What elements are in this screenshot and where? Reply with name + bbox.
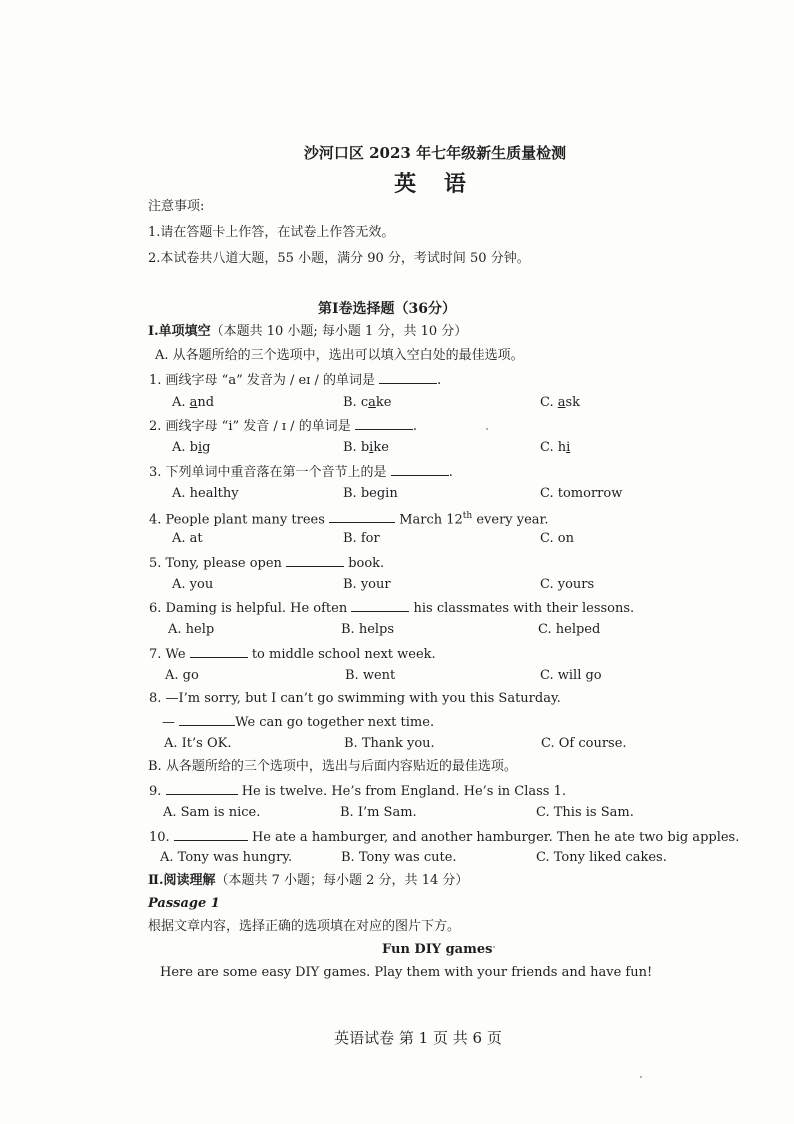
q7-tail: to middle school next week.	[251, 647, 436, 662]
question-1-stem	[149, 371, 441, 389]
q10-option-b: B. Tony was cute.	[341, 850, 457, 865]
q2-option-b	[343, 440, 389, 456]
q7-blank	[190, 645, 248, 658]
q3-option-b: B. begin	[343, 486, 398, 501]
section-I-heading	[148, 324, 467, 340]
q8-option-b: B. Thank you.	[344, 736, 435, 751]
section-I-title: Ⅰ.单项填空	[148, 324, 211, 339]
q7-option-c: C. will go	[540, 668, 602, 683]
scan-speck	[486, 428, 488, 430]
q4-option-c: C. on	[540, 531, 574, 546]
q3-blank	[391, 463, 449, 476]
instruction-b: B. 从各题所给的三个选项中，选出与后面内容贴近的最佳选项。	[148, 759, 517, 774]
opt-post: g	[202, 440, 211, 455]
question-4-stem	[149, 508, 548, 528]
q10-text: 10.	[149, 830, 170, 845]
q5-option-b: B. your	[343, 577, 391, 592]
q2-tail: .	[412, 419, 417, 434]
q1-tail: .	[437, 373, 442, 388]
q6-text: 6. Daming is helpful. He often	[149, 601, 348, 616]
opt-post: ke	[375, 395, 392, 410]
question-2-stem	[149, 417, 417, 435]
q4-sup: th	[462, 511, 473, 521]
q6-option-b: B. helps	[341, 622, 395, 637]
opt-letter: B.	[343, 395, 361, 410]
page-footer: 英语试卷 第 1 页 共 6 页	[334, 1029, 502, 1047]
question-10-stem	[149, 828, 739, 846]
notes-heading: 注意事项:	[148, 199, 205, 214]
q6-option-c: C. helped	[538, 622, 601, 637]
question-6-stem	[149, 599, 634, 617]
q8-tail: We can go together next time.	[235, 715, 435, 730]
q2-option-c	[540, 440, 570, 456]
q5-option-c: C. yours	[540, 577, 595, 592]
opt-underlined-letter: a	[189, 395, 198, 410]
q3-tail: .	[448, 465, 453, 480]
part1-heading: 第Ⅰ卷选择题（36分）	[318, 301, 457, 317]
q10-blank	[174, 828, 248, 841]
q9-text: 9.	[149, 784, 162, 799]
opt-underlined-letter: i	[566, 440, 571, 455]
q2-text: 2. 画线字母 “i” 发音 / ɪ / 的单词是	[149, 419, 351, 434]
q3-option-a: A. healthy	[172, 486, 239, 501]
opt-letter: B.	[343, 440, 361, 455]
q3-text: 3. 下列单词中重音落在第一个音节上的是	[149, 465, 387, 480]
question-8-line1: 8. —I’m sorry, but I can’t go swimming with you this Saturday.	[149, 691, 561, 706]
question-3-stem	[149, 463, 453, 481]
exam-title: 沙河口区 2023 年七年级新生质量检测	[303, 144, 567, 162]
q9-tail: He is twelve. He’s from England. He’s in Class 1.	[241, 784, 567, 799]
q9-option-b: B. I’m Sam.	[340, 805, 417, 820]
passage-instruction: 根据文章内容，选择正确的选项填在对应的图片下方。	[148, 919, 461, 934]
q10-option-a: A. Tony was hungry.	[160, 850, 293, 865]
passage-label: Passage 1	[148, 896, 220, 911]
section-I-detail: （本题共 10 小题; 每小题 1 分，共 10 分）	[210, 324, 468, 339]
q5-blank	[286, 554, 344, 567]
q5-text: 5. Tony, please open	[149, 556, 282, 571]
question-9-stem	[149, 782, 566, 800]
opt-pre: h	[557, 440, 567, 455]
note-item: 1.请在答题卡上作答，在试卷上作答无效。	[148, 225, 395, 240]
opt-pre: b	[189, 440, 198, 455]
opt-pre: c	[360, 395, 369, 410]
q3-option-c: C. tomorrow	[540, 486, 623, 501]
q2-blank	[355, 417, 413, 430]
opt-post: nd	[197, 395, 215, 410]
q4-text: 4. People plant many trees	[149, 512, 325, 528]
q1-blank	[379, 371, 437, 384]
q1-option-c	[540, 395, 580, 411]
question-8-line2	[162, 713, 434, 731]
instruction-a: A. 从各题所给的三个选项中，选出可以填入空白处的最佳选项。	[155, 348, 524, 363]
q10-tail: He ate a hamburger, and another hamburger. Then he ate two big apples.	[251, 830, 740, 845]
opt-underlined-letter: a	[368, 395, 376, 410]
q6-option-a: A. help	[168, 622, 215, 637]
q4-option-b: B. for	[343, 531, 380, 546]
passage-title: Fun DIY games	[382, 942, 493, 957]
q8-dash: —	[162, 715, 175, 730]
section-II-heading	[148, 873, 468, 889]
opt-underlined-letter: i	[197, 440, 203, 455]
scan-speck	[640, 1076, 642, 1078]
q7-text: 7. We	[149, 647, 186, 662]
passage-text: Here are some easy DIY games. Play them with your friends and have fun!	[160, 965, 653, 980]
opt-underlined-letter: a	[557, 395, 566, 410]
q9-blank	[166, 782, 238, 795]
opt-letter: A.	[172, 440, 190, 455]
question-7-stem	[149, 645, 436, 663]
q10-option-c: C. Tony liked cakes.	[536, 850, 667, 865]
q9-option-c: C. This is Sam.	[536, 805, 634, 820]
opt-pre: b	[360, 440, 370, 455]
subject-title: 英 语	[394, 171, 476, 197]
q8-blank	[179, 713, 235, 726]
q4-mid: March 12	[399, 512, 463, 528]
q1-text: 1. 画线字母 “a” 发音为 / eɪ / 的单词是	[149, 373, 375, 388]
q5-option-a: A. you	[172, 577, 214, 592]
q9-option-a: A. Sam is nice.	[163, 805, 261, 820]
q4-tail: every year.	[472, 512, 549, 528]
q6-blank	[351, 599, 409, 612]
section-II-detail: （本题共 7 小题；每小题 2 分，共 14 分）	[215, 873, 469, 888]
opt-post: ke	[373, 440, 389, 455]
opt-underlined-letter: i	[369, 440, 374, 455]
q8-option-c: C. Of course.	[541, 736, 627, 751]
q5-tail: book.	[348, 556, 385, 571]
q1-option-b	[343, 395, 391, 411]
q1-option-a	[172, 395, 214, 411]
q4-option-a: A. at	[172, 531, 203, 546]
question-5-stem	[149, 554, 384, 572]
opt-letter: C.	[540, 440, 558, 455]
section-II-title: Ⅱ.阅读理解	[148, 873, 216, 888]
q6-tail: his classmates with their lessons.	[413, 601, 635, 616]
q4-blank	[329, 510, 395, 523]
note-item: 2.本试卷共八道大题，55 小题，满分 90 分，考试时间 50 分钟。	[148, 251, 530, 266]
opt-letter: A.	[172, 395, 190, 410]
q7-option-b: B. went	[345, 668, 396, 683]
opt-letter: C.	[540, 395, 558, 410]
q2-option-a	[172, 440, 210, 456]
q8-option-a: A. It’s OK.	[164, 736, 232, 751]
scan-speck	[493, 946, 495, 948]
opt-post: sk	[565, 395, 581, 410]
q7-option-a: A. go	[165, 668, 199, 683]
